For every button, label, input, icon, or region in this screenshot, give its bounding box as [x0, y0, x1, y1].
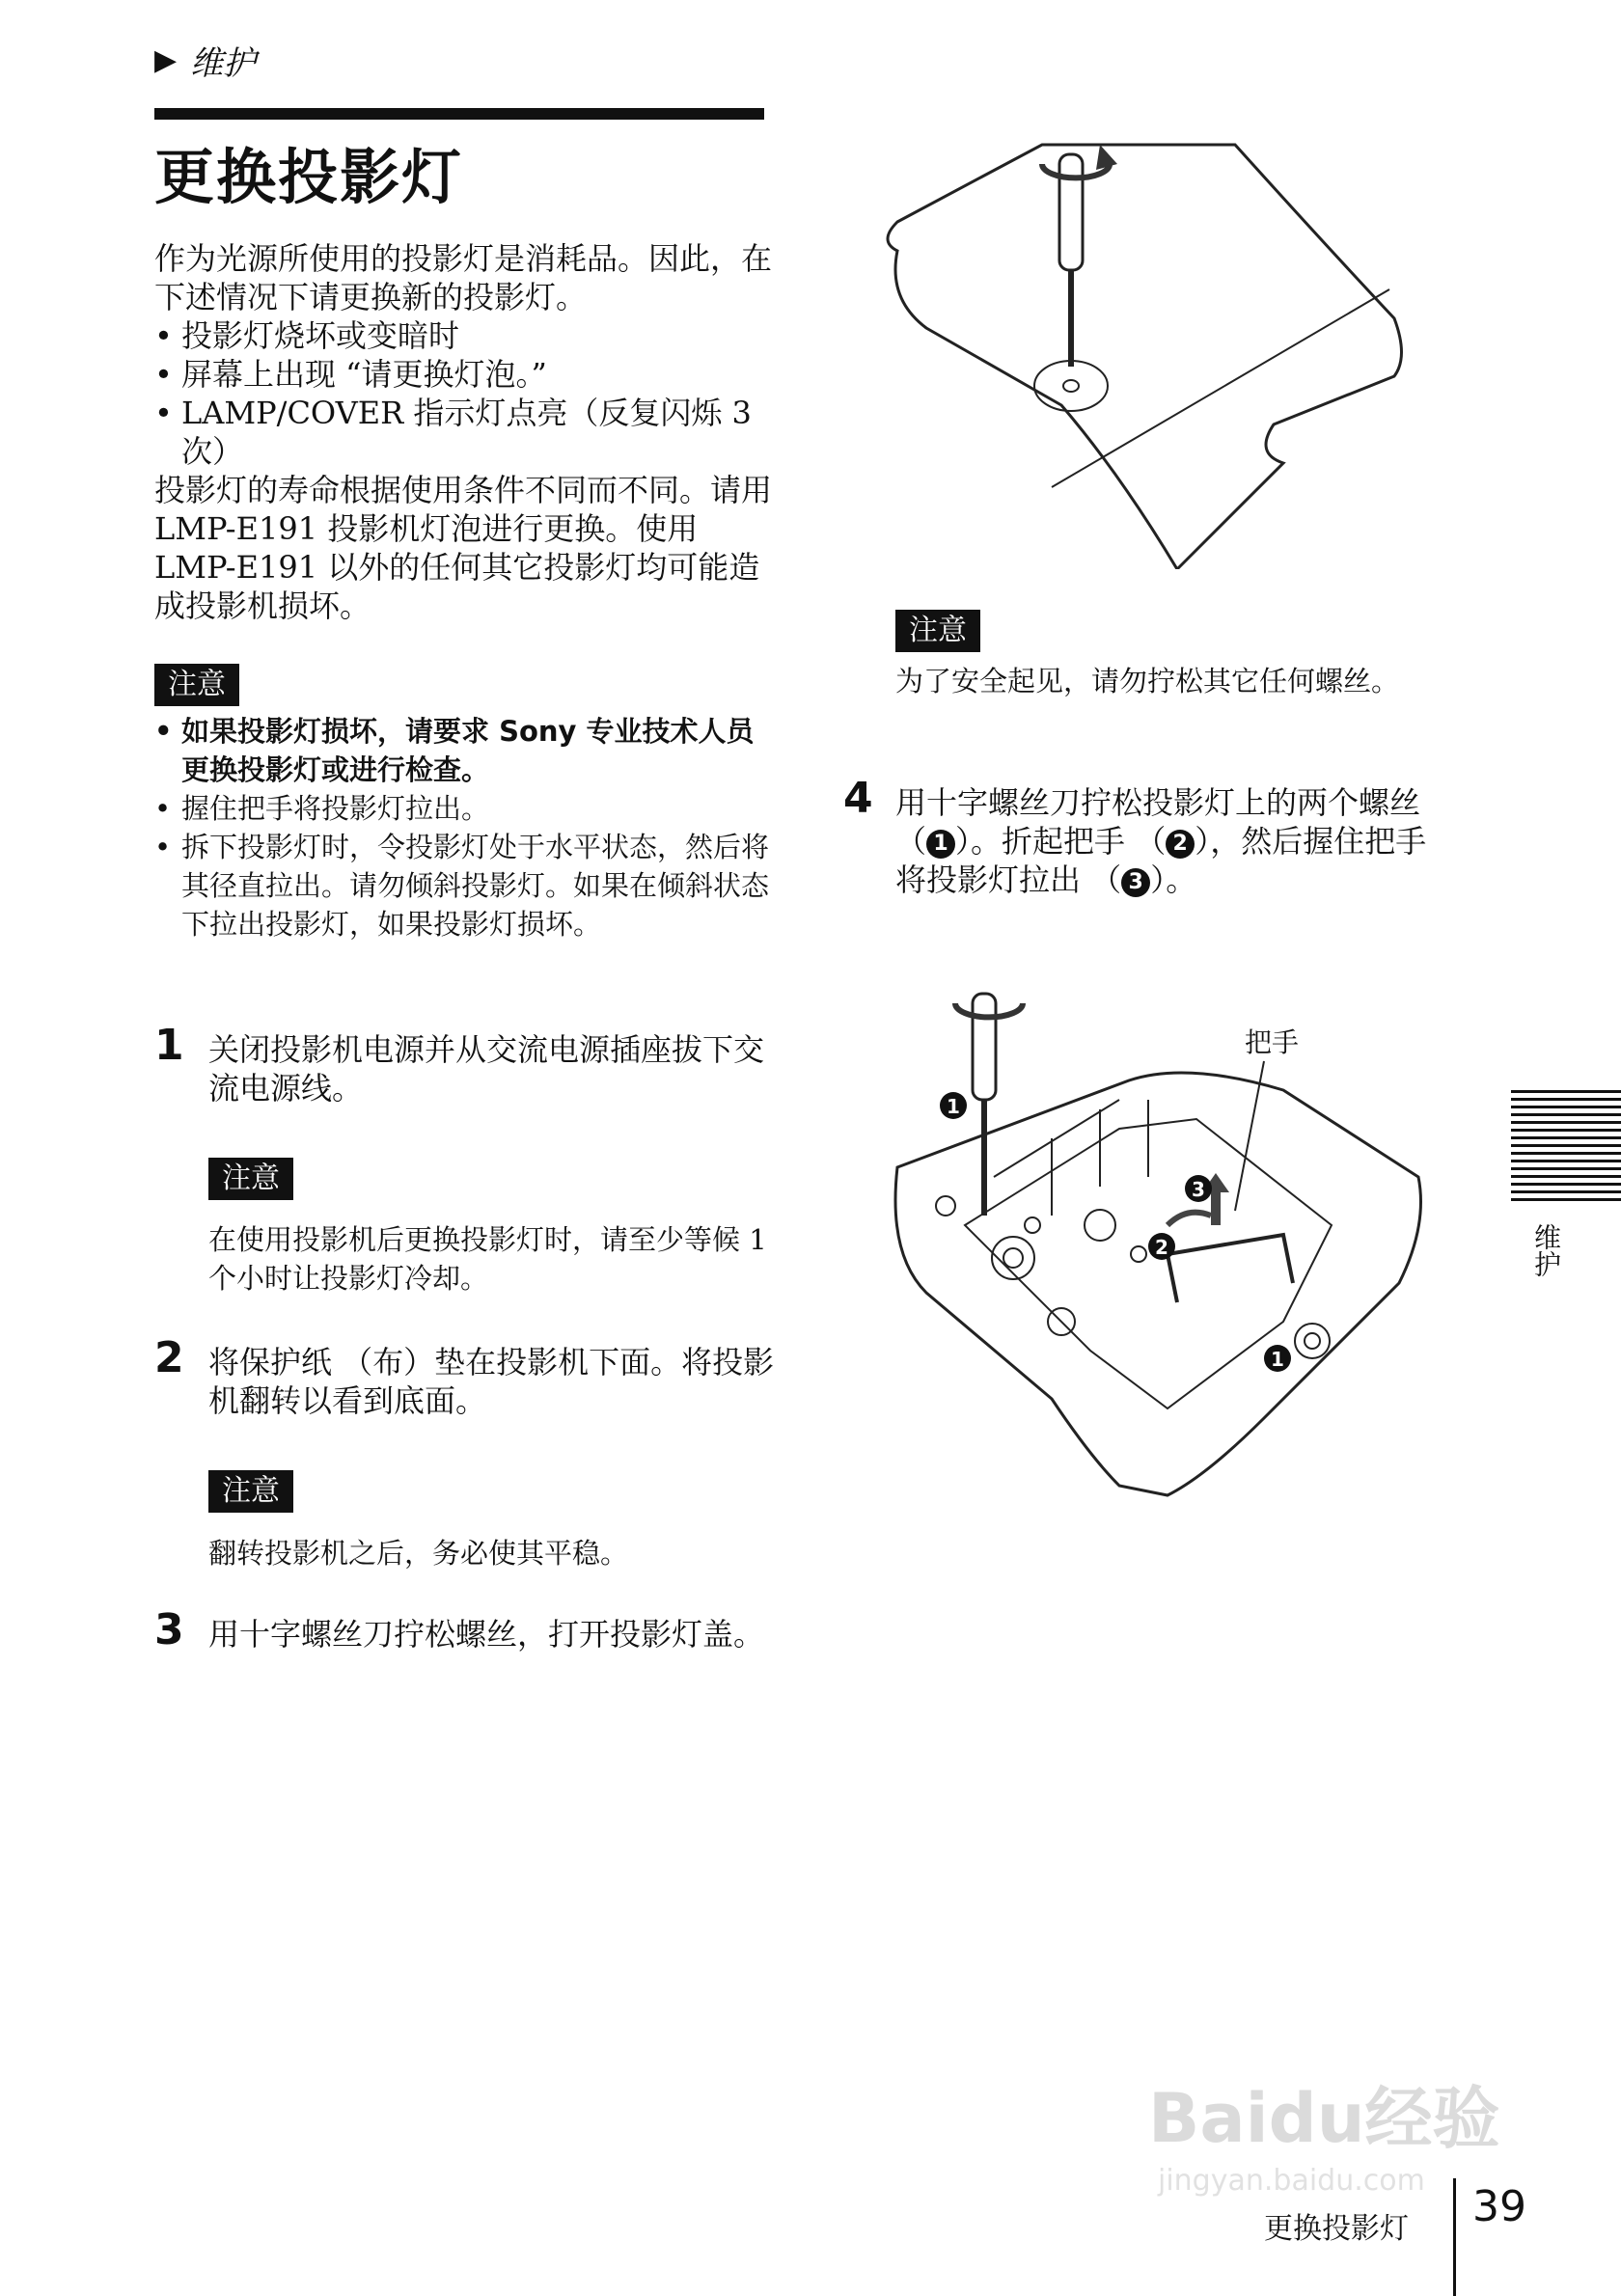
screw-head [1063, 380, 1079, 392]
step-number: 1 [154, 1021, 184, 1070]
screw-icon [1295, 1324, 1330, 1358]
footer-rule [1453, 2178, 1456, 2296]
section-header [154, 37, 256, 84]
step-2-note-label [208, 1470, 293, 1513]
title-rule [154, 108, 764, 120]
callout-1-bottom-icon [1264, 1345, 1291, 1372]
baidu-watermark-logo [1139, 2055, 1525, 2209]
note-label: 注意 [895, 610, 980, 652]
screw-recess [1034, 361, 1108, 411]
screw-hole-icon [1025, 1217, 1040, 1233]
callout-2-icon: 2 [1166, 830, 1195, 859]
caution-block [154, 664, 772, 943]
step-2-text: 将保护纸 （布）垫在投影机下面。将投影机翻转以看到底面。 [208, 1344, 775, 1419]
intro-block [154, 239, 772, 625]
note-label: 注意 [208, 1158, 293, 1200]
bay-ribs [994, 1100, 1148, 1216]
lamp-removal-figure [878, 936, 1438, 1505]
lamp-cover-figure [868, 106, 1428, 569]
projector-bottom-outline [895, 1073, 1421, 1495]
lamp-life-paragraph: 投影灯的寿命根据使用条件不同而不同。请用 LMP-E191 投影机灯泡进行更换。使用 LMP-E191 以外的任何其它投影灯均可能造成投影机损坏。 [154, 472, 773, 624]
handle-label: 把手 [1245, 1026, 1300, 1058]
callout-1-icon: 1 [926, 830, 955, 859]
list-item: • 握住把手将投影灯拉出。 [154, 789, 772, 828]
step-1-note: 在使用投影机后更换投影灯时，请至少等候 1 个小时让投影灯冷却。 [208, 1223, 767, 1295]
step-3-text: 用十字螺丝刀拧松螺丝，打开投影灯盖。 [208, 1616, 765, 1653]
callout-3-icon [1185, 1175, 1212, 1202]
screwdriver-handle [973, 994, 996, 1100]
callout-2-icon [1148, 1233, 1175, 1260]
intro-paragraph: 作为光源所使用的投影灯是消耗品。因此，在下述情况下请更换新的投影灯。 [154, 240, 773, 315]
note-label: 注意 [208, 1470, 293, 1513]
step-1-note-label [208, 1158, 293, 1200]
step-2-note: 翻转投影机之后，务必使其平稳。 [208, 1537, 629, 1570]
page-number: 39 [1472, 2182, 1526, 2231]
arrow-head-icon [1096, 145, 1117, 170]
fold-arrow-icon [1168, 1213, 1211, 1225]
bolt-icon [936, 1196, 955, 1216]
list-item: • 如果投影灯损坏，请要求 Sony 专业技术人员更换投影灯或进行检查。 [154, 712, 772, 789]
callout-label: 2 [1155, 1236, 1168, 1259]
screw-head [1003, 1248, 1023, 1268]
list-item: • 屏幕上出现 “请更换灯泡。” [154, 355, 772, 394]
callout-label: 1 [1271, 1348, 1284, 1371]
screw-head [1305, 1333, 1320, 1349]
step-4-text [895, 783, 1455, 899]
cover-edge-line [1052, 289, 1389, 487]
caution-label: 注意 [154, 664, 239, 706]
list-item: • 投影灯烧坏或变暗时 [154, 316, 772, 355]
screw-icon [1085, 1210, 1115, 1241]
step-number: 2 [154, 1333, 184, 1382]
page-title: 更换投影灯 [154, 142, 464, 212]
callout-3-icon: 3 [1121, 868, 1150, 897]
step-number: 3 [154, 1605, 184, 1654]
triangle-icon: ▶ [154, 43, 178, 77]
side-tab [1511, 1090, 1621, 1208]
lamp-handle [1168, 1235, 1293, 1302]
callout-1-top-icon [940, 1092, 967, 1119]
step-4-text-part: ），然后握住把手将投影灯拉出 （ [895, 823, 1427, 898]
watermark-url: jingyan.baidu.com [1158, 2164, 1425, 2198]
screw-hole-icon [1131, 1246, 1146, 1262]
screwdriver-handle [1059, 154, 1083, 270]
step-1-text: 关闭投影机电源并从交流电源插座拔下交流电源线。 [208, 1031, 765, 1107]
step-4-text-part: ）。 [1150, 861, 1197, 898]
watermark-brand: Baidu经验 [1148, 2079, 1500, 2158]
list-item: • 拆下投影灯时，令投影灯处于水平状态，然后将其径直拉出。请勿倾斜投影灯。如果在倾斜状态下拉出投影灯，如果投影灯损坏。 [154, 828, 772, 943]
side-tab-label: 维护 [1530, 1223, 1562, 1277]
cover-outline [888, 145, 1402, 569]
right-note-label [895, 610, 980, 652]
step-number: 4 [843, 774, 873, 823]
footer-title: 更换投影灯 [1264, 2212, 1409, 2246]
caution-list [154, 712, 772, 943]
step-4-text-part: 用十字螺丝刀拧松投影灯上的两个螺丝 （ [895, 784, 1421, 860]
section-title: 维护 [190, 44, 257, 83]
step-4-text-part: ）。折起把手 （ [955, 823, 1167, 860]
right-note-text: 为了安全起见，请勿拧松其它任何螺丝。 [895, 665, 1400, 697]
list-item: • LAMP/COVER 指示灯点亮（反复闪烁 3 次） [154, 394, 772, 471]
callout-label: 3 [1192, 1178, 1205, 1201]
condition-list [154, 316, 772, 471]
callout-label: 1 [947, 1095, 960, 1118]
handle-leader-line [1235, 1061, 1264, 1211]
